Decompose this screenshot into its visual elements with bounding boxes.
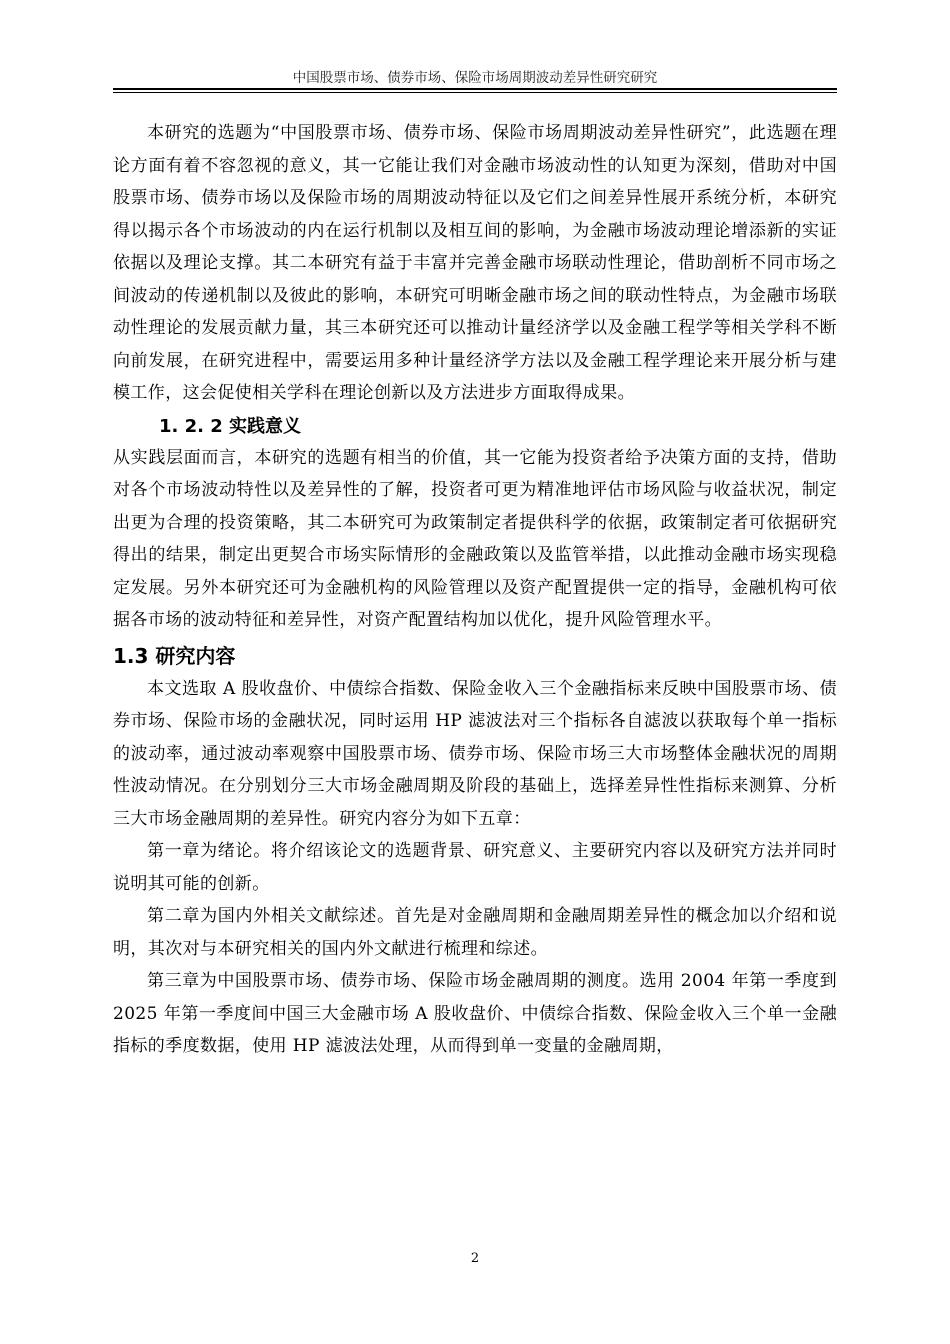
paragraph-chapter-1: 第一章为绪论。将介绍该论文的选题背景、研究意义、主要研究内容以及研究方法并同时说明其可能的创新。 (113, 841, 837, 894)
page-number: 2 (470, 1251, 480, 1266)
paragraph-chapter-2: 第二章为国内外相关文献综述。首先是对金融周期和金融周期差异性的概念加以介绍和说明，其次对与本研究相关的国内外文献进行梳理和综述。 (113, 906, 837, 959)
paragraph-chapter-3: 第三章为中国股票市场、债券市场、保险市场金融周期的测度。选用 2004 年第一季度到 2025 年第一季度间中国三大金融市场 A 股收盘价、中债综合指数、保险金收入三个单一金融指标的季度数据，使用 HP 滤波法处理，从而得到单一变量的金融周期， (113, 971, 837, 1056)
section-heading-1-3: 1.3 研究内容 (113, 643, 236, 668)
header-rule-thick (113, 88, 837, 90)
paragraph-practical-significance: 从实践层面而言，本研究的选题有相当的价值，其一它能为投资者给予决策方面的支持，借助对各个市场波动特性以及差异性的了解，投资者可更为精准地评估市场风险与收益状况，制定出更为合理的投资策略，其二本研究可为政策制定者提供科学的依据，政策制定者可依据研究得出的结果，制定出更契合市场实际情形的金融政策以及监管举措，以此推动金融市场实现稳定发展。另外本研究还可为金融机构的风险管理以及资产配置提供一定的指导，金融机构可依据各市场的波动特征和差异性，对资产配置结构加以优化，提升风险管理水平。 (113, 447, 837, 630)
section-heading-1-2-2: 1. 2. 2 实践意义 (159, 415, 302, 437)
paragraph-research-content: 本文选取 A 股收盘价、中债综合指数、保险金收入三个金融指标来反映中国股票市场、债券市场、保险市场的金融状况，同时运用 HP 滤波法对三个指标各自滤波以获取每个单一指标的波动率，通过波动率观察中国股票市场、债券市场、保险市场三大市场整体金融状况的周期性波动情况。在分别划分三大市场金融周期及阶段的基础上，选择差异性性指标来测算、分析三大市场金融周期的差异性。研究内容分为如下五章： (113, 678, 837, 829)
running-header: 中国股票市场、债券市场、保险市场周期波动差异性研究研究 (292, 70, 658, 86)
paragraph-theoretical-significance: 本研究的选题为“中国股票市场、债券市场、保险市场周期波动差异性研究”，此选题在理论方面有着不容忽视的意义，其一它能让我们对金融市场波动性的认知更为深刻，借助对中国股票市场、债券市场以及保险市场的周期波动特征以及它们之间差异性展开系统分析，本研究得以揭示各个市场波动的内在运行机制以及相互间的影响，为金融市场波动理论增添新的实证依据以及理论支撑。其二本研究有益于丰富并完善金融市场联动性理论，借助剖析不同市场之间波动的传递机制以及彼此的影响，本研究可明晰金融市场之间的联动性特点，为金融市场联动性理论的发展贡献力量，其三本研究还可以推动计量经济学以及金融工程学等相关学科不断向前发展，在研究进程中，需要运用多种计量经济学方法以及金融工程学理论来开展分析与建模工作，这会促使相关学科在理论创新以及方法进步方面取得成果。 (113, 123, 837, 403)
page-body (113, 117, 837, 1063)
header-rule-thin (113, 92, 837, 93)
